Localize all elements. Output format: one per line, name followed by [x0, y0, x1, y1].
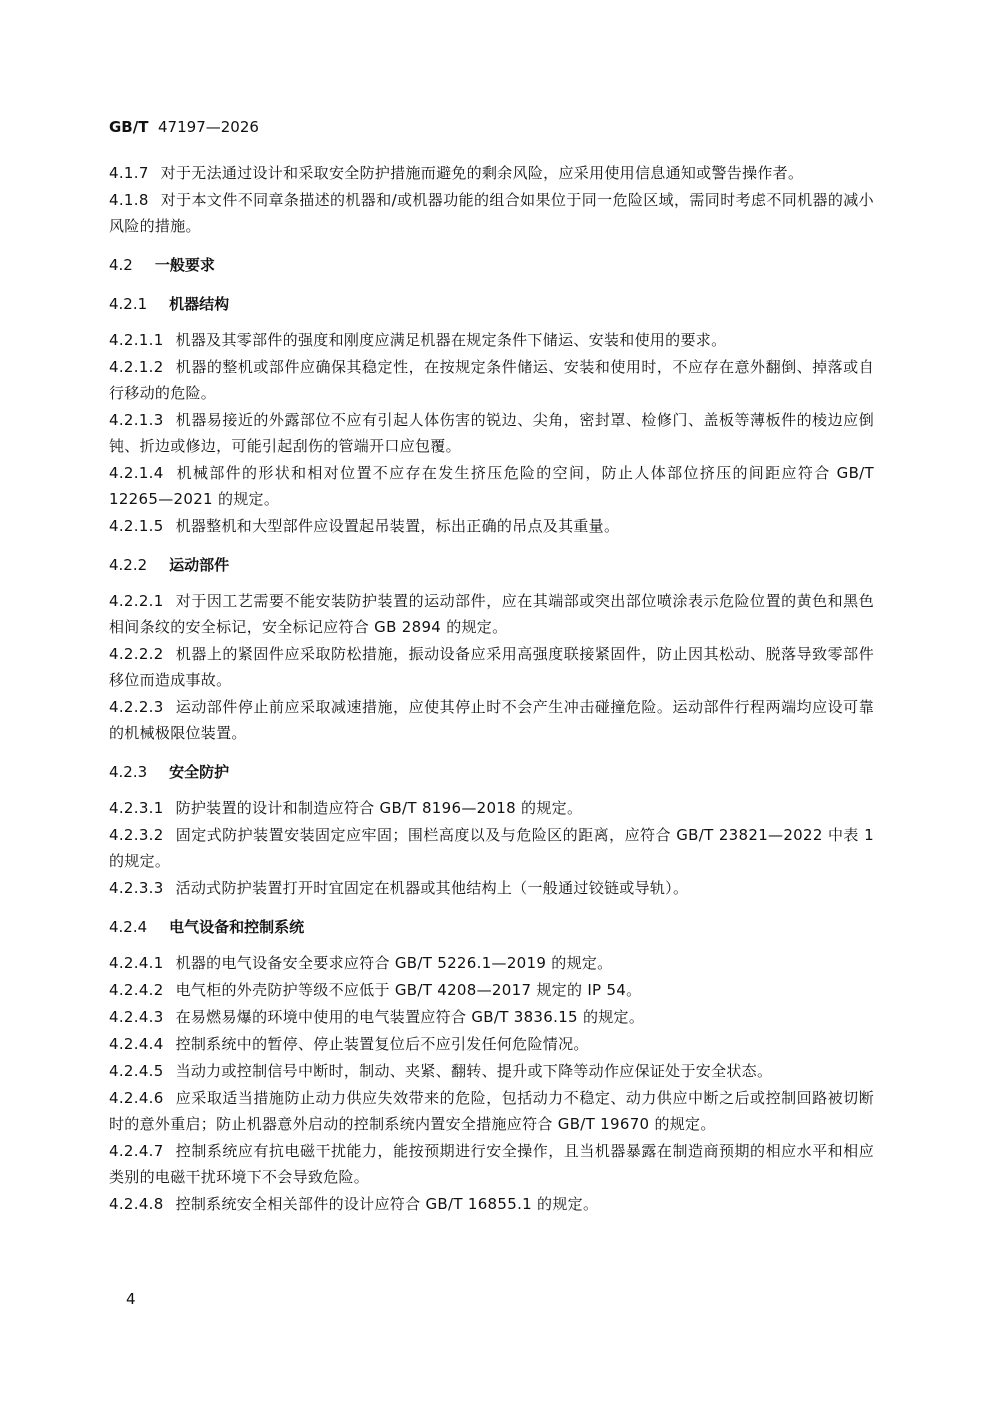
clause-number: 4.2.4.5: [109, 1062, 164, 1080]
standard-number: 47197—2026: [158, 118, 259, 136]
clause-paragraph: [109, 460, 874, 512]
clause-paragraph: [109, 1138, 874, 1190]
clause-paragraph: [109, 354, 874, 406]
clause-number: 4.1.8: [109, 191, 149, 209]
heading-text: 电气设备和控制系统: [169, 918, 305, 936]
clause-text: 对于本文件不同章条描述的机器和/或机器功能的组合如果位于同一危险区域，需同时考虑不同机器的减小风险的措施。: [109, 191, 874, 235]
clause-text: 当动力或控制信号中断时，制动、夹紧、翻转、提升或下降等动作应保证处于安全状态。: [175, 1062, 773, 1080]
clause-paragraph: [109, 694, 874, 746]
clause-paragraph: [109, 795, 874, 821]
clause-paragraph: [109, 1191, 874, 1217]
clause-number: 4.2.4: [109, 918, 148, 936]
clause-paragraph: [109, 513, 874, 539]
clause-paragraph: [109, 641, 874, 693]
clause-text: 电气柜的外壳防护等级不应低于 GB/T 4208—2017 规定的 IP 54。: [175, 981, 642, 999]
clause-number: 4.2.3.2: [109, 826, 164, 844]
clause-text: 机器的整机或部件应确保其稳定性，在按规定条件储运、安装和使用时，不应存在意外翻倒、掉落或自行移动的危险。: [109, 358, 874, 402]
heading-text: 安全防护: [169, 763, 230, 781]
clause-number: 4.2.1.3: [109, 411, 164, 429]
clause-number: 4.2.1: [109, 295, 148, 313]
clause-text: 对于因工艺需要不能安装防护装置的运动部件，应在其端部或突出部位喷涂表示危险位置的黄色和黑色相间条纹的安全标记，安全标记应符合 GB 2894 的规定。: [109, 592, 874, 636]
clause-number: 4.2.3.1: [109, 799, 164, 817]
document-body: [109, 160, 874, 1218]
clause-number: 4.2.4.3: [109, 1008, 164, 1026]
clause-number: 4.2.2: [109, 556, 148, 574]
clause-number: 4.2.4.6: [109, 1089, 164, 1107]
clause-number: 4.2: [109, 256, 133, 274]
standard-code: GB/T: [109, 118, 149, 136]
clause-number: 4.2.1.5: [109, 517, 164, 535]
document-header: [109, 118, 259, 136]
heading-text: 一般要求: [154, 256, 215, 274]
clause-paragraph: [109, 160, 874, 186]
clause-number: 4.2.2.1: [109, 592, 164, 610]
clause-text: 机器上的紧固件应采取防松措施，振动设备应采用高强度联接紧固件，防止因其松动、脱落导致零部件移位而造成事故。: [109, 645, 874, 689]
clause-text: 控制系统应有抗电磁干扰能力，能按预期进行安全操作，且当机器暴露在制造商预期的相应水平和相应类别的电磁干扰环境下不会导致危险。: [109, 1142, 874, 1186]
clause-number: 4.2.3.3: [109, 879, 164, 897]
clause-number: 4.2.1.2: [109, 358, 164, 376]
clause-paragraph: [109, 327, 874, 353]
clause-text: 固定式防护装置安装固定应牢固；围栏高度以及与危险区的距离，应符合 GB/T 23821—2022 中表 1 的规定。: [109, 826, 874, 870]
clause-paragraph: [109, 588, 874, 640]
section-heading: [109, 914, 874, 940]
heading-text: 运动部件: [169, 556, 230, 574]
clause-paragraph: [109, 1085, 874, 1137]
page-number: 4: [126, 1290, 136, 1308]
clause-text: 机器整机和大型部件应设置起吊装置，标出正确的吊点及其重量。: [175, 517, 620, 535]
section-heading: [109, 552, 874, 578]
clause-number: 4.2.4.4: [109, 1035, 164, 1053]
section-heading: [109, 252, 874, 278]
clause-number: 4.2.4.7: [109, 1142, 164, 1160]
clause-paragraph: [109, 1004, 874, 1030]
clause-text: 机械部件的形状和相对位置不应存在发生挤压危险的空间，防止人体部位挤压的间距应符合 GB/T 12265—2021 的规定。: [109, 464, 874, 508]
clause-text: 控制系统中的暂停、停止装置复位后不应引发任何危险情况。: [175, 1035, 589, 1053]
clause-paragraph: [109, 977, 874, 1003]
clause-paragraph: [109, 407, 874, 459]
clause-number: 4.2.4.8: [109, 1195, 164, 1213]
clause-text: 对于无法通过设计和采取安全防护措施而避免的剩余风险，应采用使用信息通知或警告操作者。: [160, 164, 804, 182]
heading-text: 机器结构: [169, 295, 230, 313]
section-heading: [109, 291, 874, 317]
clause-text: 活动式防护装置打开时宜固定在机器或其他结构上（一般通过铰链或导轨）。: [175, 879, 689, 897]
clause-paragraph: [109, 187, 874, 239]
clause-paragraph: [109, 1058, 874, 1084]
clause-text: 机器的电气设备安全要求应符合 GB/T 5226.1—2019 的规定。: [175, 954, 613, 972]
clause-number: 4.2.1.4: [109, 464, 164, 482]
clause-text: 机器易接近的外露部位不应有引起人体伤害的锐边、尖角，密封罩、检修门、盖板等薄板件的棱边应倒钝、折边或修边，可能引起刮伤的管端开口应包覆。: [109, 411, 874, 455]
clause-number: 4.2.3: [109, 763, 148, 781]
clause-number: 4.1.7: [109, 164, 149, 182]
clause-paragraph: [109, 950, 874, 976]
clause-paragraph: [109, 875, 874, 901]
clause-number: 4.2.2.3: [109, 698, 164, 716]
clause-text: 运动部件停止前应采取减速措施，应使其停止时不会产生冲击碰撞危险。运动部件行程两端均应设可靠的机械极限位装置。: [109, 698, 874, 742]
clause-paragraph: [109, 1031, 874, 1057]
clause-number: 4.2.4.1: [109, 954, 164, 972]
clause-text: 防护装置的设计和制造应符合 GB/T 8196—2018 的规定。: [175, 799, 583, 817]
clause-text: 应采取适当措施防止动力供应失效带来的危险，包括动力不稳定、动力供应中断之后或控制回路被切断时的意外重启；防止机器意外启动的控制系统内置安全措施应符合 GB/T 19670 的规定。: [109, 1089, 874, 1133]
clause-text: 控制系统安全相关部件的设计应符合 GB/T 16855.1 的规定。: [175, 1195, 599, 1213]
clause-text: 机器及其零部件的强度和刚度应满足机器在规定条件下储运、安装和使用的要求。: [175, 331, 727, 349]
clause-text: 在易燃易爆的环境中使用的电气装置应符合 GB/T 3836.15 的规定。: [175, 1008, 645, 1026]
section-heading: [109, 759, 874, 785]
clause-number: 4.2.1.1: [109, 331, 164, 349]
clause-number: 4.2.4.2: [109, 981, 164, 999]
clause-number: 4.2.2.2: [109, 645, 164, 663]
clause-paragraph: [109, 822, 874, 874]
